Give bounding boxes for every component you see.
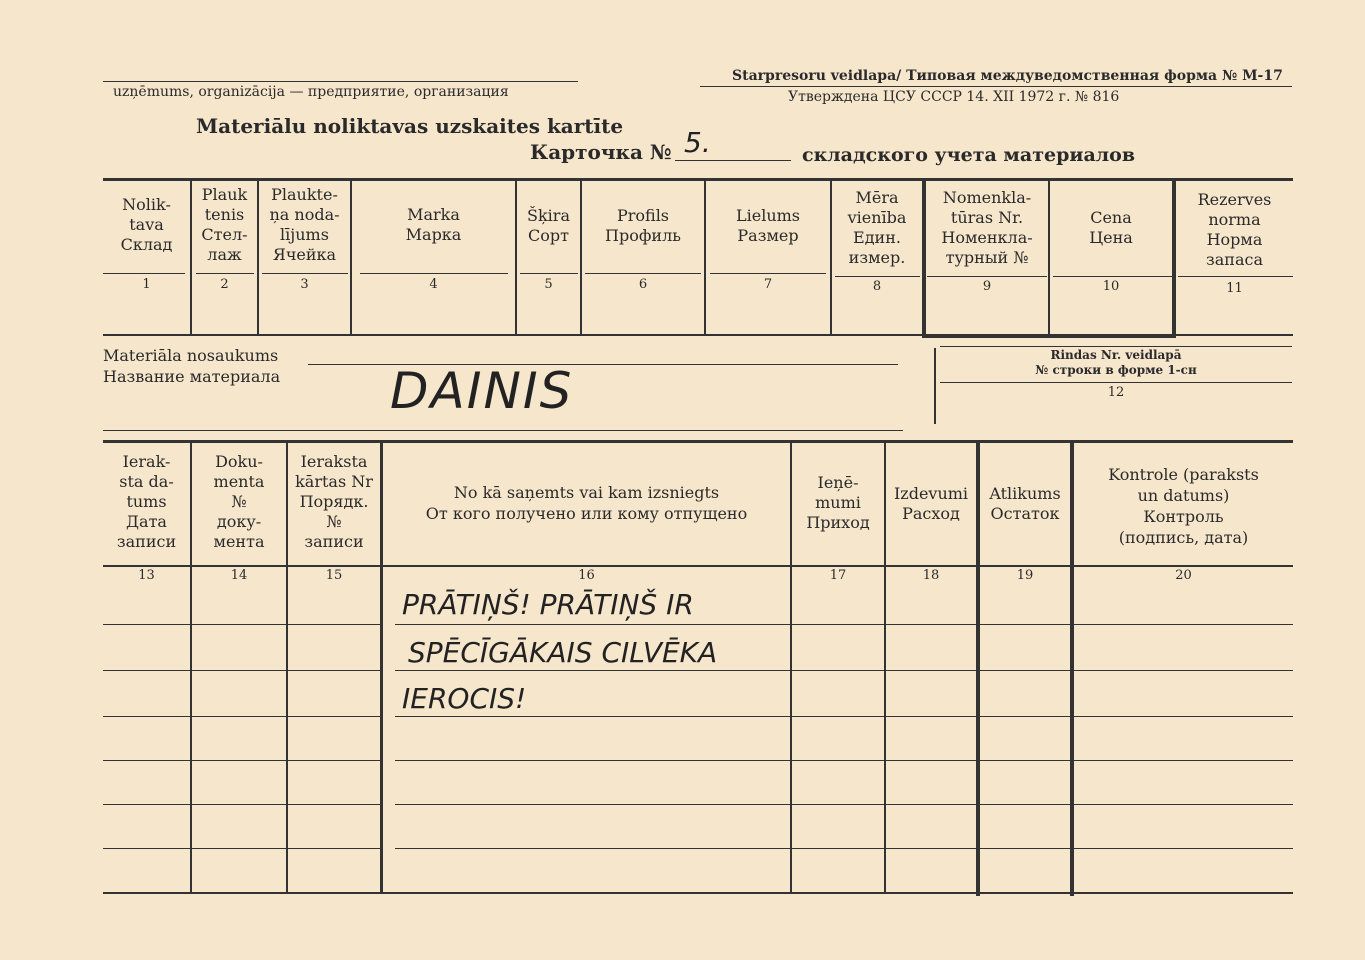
- row-line: [192, 760, 286, 761]
- handwritten-line-2: SPĒCĪGĀKAIS CILVĒKA: [408, 636, 718, 669]
- col-number: 11: [1226, 281, 1243, 296]
- material-name-value: DAINIS: [390, 362, 574, 420]
- row-line: [980, 716, 1070, 717]
- row-line: [288, 804, 380, 805]
- material-label-ru: Название материала: [103, 367, 281, 386]
- row-line: [103, 624, 190, 625]
- col-number: 14: [230, 568, 248, 583]
- row-line: [395, 848, 790, 849]
- row-line: [192, 624, 286, 625]
- table2-bottom-border: [103, 892, 1293, 894]
- row-line: [886, 804, 976, 805]
- row-line: [1074, 670, 1293, 671]
- col-nomenklatura-header: Nomenkla- tūras Nr. Номенкла- турный №: [941, 188, 1033, 267]
- row-line: [980, 848, 1070, 849]
- row-line: [103, 670, 190, 671]
- row-line: [288, 670, 380, 671]
- col-prihod-header: Ieņē- mumi Приход: [806, 473, 870, 532]
- row-line: [192, 670, 286, 671]
- col-yacheika-header: Plaukte- ņa noda- lījums Ячейка: [269, 185, 340, 264]
- col-rashod-header: Izdevumi Расход: [893, 484, 969, 523]
- approved-label: Утверждена ЦСУ СССР 14. XII 1972 г. № 816: [788, 89, 1120, 105]
- row-line: [886, 624, 976, 625]
- row-line: [886, 670, 976, 671]
- col-number: 20: [1175, 568, 1192, 583]
- row-line: [886, 760, 976, 761]
- row-line: [395, 624, 790, 625]
- col-number: 6: [638, 277, 648, 292]
- col-number: 9: [982, 279, 992, 294]
- col-number: 15: [325, 568, 343, 583]
- table2-top-border: [103, 440, 1293, 443]
- col-cena-header: Cena Цена: [1089, 208, 1133, 247]
- row-line: [792, 624, 884, 625]
- row-number-label-lv: Rindas Nr. veidlapā: [1050, 348, 1182, 362]
- col-data-zapisi-header: Ierak- sta da- tums Дата записи: [116, 452, 177, 551]
- row-line: [192, 716, 286, 717]
- col-stellazh-header: Plauk tenis Стел- лаж: [201, 185, 248, 264]
- row-line: [103, 716, 190, 717]
- title-ru-prefix: Карточка №: [530, 140, 672, 164]
- material-line-2: [103, 430, 903, 431]
- row-line: [288, 848, 380, 849]
- row-number-divider: [934, 348, 936, 424]
- col-number: 16: [578, 568, 595, 583]
- row-line: [980, 624, 1070, 625]
- row-line: [103, 760, 190, 761]
- col-number: 18: [922, 568, 940, 583]
- row-line: [288, 624, 380, 625]
- row-line: [792, 848, 884, 849]
- row-number-label-ru: № строки в форме 1-сн: [1035, 363, 1197, 377]
- col-sklad-header: Nolik- tava Склад: [120, 195, 173, 254]
- row-line: [395, 804, 790, 805]
- col-number: 13: [138, 568, 155, 583]
- row-line: [792, 760, 884, 761]
- col-number: 10: [1102, 279, 1120, 294]
- col-number: 2: [220, 277, 229, 292]
- col-number: 19: [1016, 568, 1034, 583]
- col-profil-header: Profils Профиль: [605, 206, 681, 245]
- row-line: [103, 848, 190, 849]
- col-number: 4: [429, 277, 438, 292]
- row-line: [192, 804, 286, 805]
- row-line: [980, 670, 1070, 671]
- col-norma-header: Rezerves norma Норма запаса: [1197, 190, 1272, 269]
- col-number: 8: [872, 279, 882, 294]
- row-line: [980, 760, 1070, 761]
- title-ru-suffix: складского учета материалов: [802, 144, 1136, 166]
- col-razmer-header: Lielums Размер: [735, 206, 800, 245]
- row-line: [1074, 716, 1293, 717]
- org-line: [103, 81, 578, 82]
- col-marka-header: Marka Марка: [405, 205, 462, 244]
- col-number: 1: [142, 277, 151, 292]
- row-line: [395, 760, 790, 761]
- row-line: [395, 670, 790, 671]
- handwritten-line-3: IEROCIS!: [402, 682, 527, 715]
- title-lv: Materiālu noliktavas uzskaites kartīte: [196, 114, 624, 138]
- table1-top-border: [103, 178, 1293, 181]
- form-type: Starpresoru veidlapa/ Типовая междуведомственная форма № М-17: [732, 68, 1283, 84]
- row-line: [395, 716, 790, 717]
- col-ot-kogo-header: No kā saņemts vai kam izsniegts От кого получено или кому отпущено: [425, 483, 748, 523]
- card-number-line: [675, 160, 791, 161]
- row-line: [1074, 760, 1293, 761]
- col-sort-header: Šķira Сорт: [527, 206, 570, 245]
- row-line: [980, 804, 1070, 805]
- row-line: [288, 716, 380, 717]
- row-line: [1074, 804, 1293, 805]
- row-line: [288, 760, 380, 761]
- col-document-header: Doku- menta № доку- мента: [213, 452, 265, 551]
- card-number: 5.: [684, 126, 711, 159]
- col-number: 5: [544, 277, 553, 292]
- org-label: uzņēmums, organizācija — предприятие, организация: [113, 84, 509, 100]
- col-ed-izm-header: Mēra vienība Един. измер.: [847, 188, 907, 267]
- row-line: [792, 804, 884, 805]
- form-type-line: [700, 86, 1292, 87]
- col-number: 17: [829, 568, 847, 583]
- row-line: [886, 848, 976, 849]
- row-line: [886, 716, 976, 717]
- row-number: 12: [1107, 385, 1125, 400]
- col-kontrol-header: Kontrole (paraksts un datums) Контроль (подпись, дата): [1108, 465, 1259, 547]
- col-number: 7: [763, 277, 773, 292]
- table2-header-bottom: [103, 565, 1293, 567]
- row-line: [1074, 624, 1293, 625]
- col-ostatok-header: Atlikums Остаток: [989, 484, 1061, 523]
- row-line: [792, 670, 884, 671]
- row-line: [192, 848, 286, 849]
- col-number: 3: [300, 277, 309, 292]
- handwritten-line-1: PRĀTIŅŠ! PRĀTIŅŠ IR: [402, 588, 694, 621]
- row-line: [1074, 848, 1293, 849]
- row-line: [103, 804, 190, 805]
- material-label-lv: Materiāla nosaukums: [103, 346, 279, 365]
- col-poryadk-header: Ieraksta kārtas Nr Порядк. № записи: [295, 452, 373, 551]
- row-line: [792, 716, 884, 717]
